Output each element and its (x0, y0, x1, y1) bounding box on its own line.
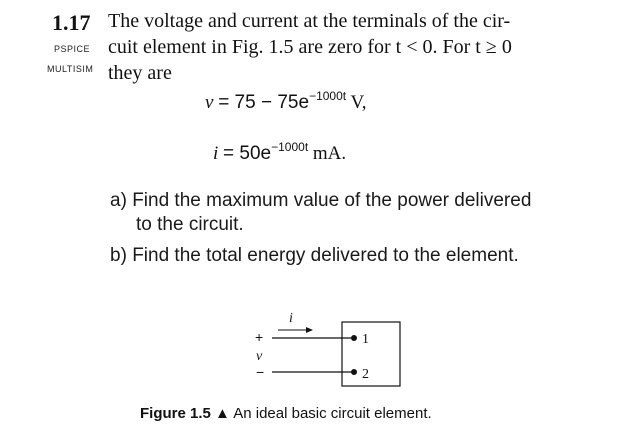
statement-line-3: they are (108, 62, 172, 84)
pspice-tag: PSPICE (54, 44, 91, 54)
part-b-label: b) (110, 245, 127, 266)
current-symbol: i (213, 143, 219, 164)
statement-line-2: cuit element in Fig. 1.5 are zero for t < 0. For t ≥ 0 (108, 36, 512, 58)
terminal-2-dot (351, 369, 357, 375)
voltage-label: v (256, 349, 263, 364)
voltage-plus: + (255, 329, 264, 345)
voltage-symbol: v (205, 92, 214, 113)
figure-caption-label: Figure 1.5 (140, 405, 211, 422)
circuit-element-box (342, 322, 400, 386)
part-a-text-1: Find the maximum value of the power delivered (132, 190, 532, 211)
current-exponent: −1000t (271, 140, 309, 154)
terminal-1-label: 1 (362, 332, 369, 347)
current-arrow-head (306, 327, 313, 333)
current-label: i (289, 311, 293, 326)
statement-line-1: The voltage and current at the terminals of the cir- (108, 10, 511, 32)
figure-caption-arrow: ▲ (215, 405, 230, 422)
part-a-line-2: to the circuit. (136, 214, 244, 235)
part-b-text: Find the total energy delivered to the element. (132, 245, 519, 266)
terminal-1-dot (351, 335, 357, 341)
voltage-minus: − (256, 364, 265, 380)
figure-caption-text: An ideal basic circuit element. (233, 405, 432, 422)
current-unit: mA. (308, 143, 347, 164)
voltage-unit: V, (346, 92, 367, 113)
multisim-tag: MULTISIM (47, 64, 94, 74)
current-expression: = 50e (223, 143, 272, 164)
terminal-2-label: 2 (362, 367, 369, 382)
voltage-expression: = 75 − 75e (218, 92, 310, 113)
part-a-label: a) (110, 190, 127, 211)
voltage-exponent: −1000t (309, 89, 347, 103)
figure-caption (140, 405, 432, 422)
problem-number: 1.17 (52, 10, 91, 35)
